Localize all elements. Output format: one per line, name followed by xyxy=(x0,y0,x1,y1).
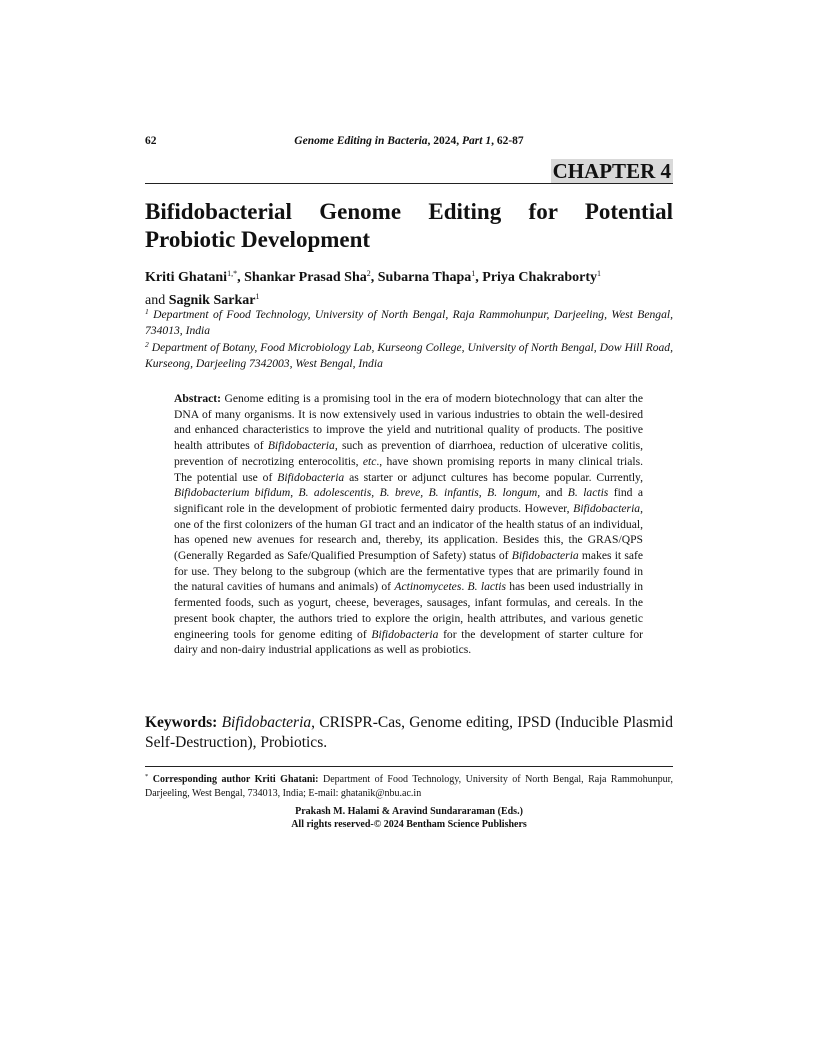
chapter-rule xyxy=(145,183,673,184)
author-name: Sagnik Sarkar xyxy=(168,293,256,308)
header-year: , 2024, xyxy=(427,135,463,147)
footnote-label: Corresponding author Kriti Ghatani: xyxy=(152,774,319,785)
author-affil-mark: 1 xyxy=(255,292,260,301)
author-and: and xyxy=(145,293,166,308)
editors: Prakash M. Halami & Aravind Sundararaman (Eds.) xyxy=(295,806,523,817)
header-pages: , 62-87 xyxy=(491,135,524,147)
author-name: Priya Chakraborty xyxy=(482,270,597,285)
affiliation: $^2$ Department of Botany, Food Microbiology Lab, Kurseong College, University of North Bengal, Dow Hill Road, Kurseong, Darjeeling 7342003, West Bengal, India xyxy=(145,340,673,370)
author-affil-mark: 1 xyxy=(596,269,601,278)
author-name: Kriti Ghatani xyxy=(145,270,228,285)
keywords: Keywords: Bifidobacteria, CRISPR-Cas, Genome editing, IPSD (Inducible Plasmid Self-Destruction), Probiotics. xyxy=(145,714,673,751)
running-header xyxy=(145,135,673,147)
book-title: Genome Editing in Bacteria xyxy=(294,135,428,147)
author-affil-mark: 1,* xyxy=(227,269,238,278)
page-number: 62 xyxy=(145,135,157,147)
chapter-title xyxy=(145,198,673,254)
title-line-2: Probiotic Development xyxy=(145,227,371,252)
keywords-label: Keywords: xyxy=(145,714,218,731)
author-name: Subarna Thapa xyxy=(377,270,472,285)
author-list: Kriti Ghatani$^{1,*}$, Shankar Prasad Sha$^2$, Subarna Thapa$^1$, Priya Chakraborty$^1$ and Sagnik Sarkar$^1$ xyxy=(145,269,601,308)
footnote: * Corresponding author Kriti Ghatani: Department of Food Technology, University of North Bengal, Raja Rammohunpur, Darjeeling, West Bengal, 734013, India; E-mail: ghatanik@nbu.ac.in xyxy=(145,773,674,799)
header-part: Part 1 xyxy=(462,135,492,147)
abstract: Abstract: Genome editing is a promising tool in the era of modern biotechnology that can alter the DNA of many organisms. It is now extensively used in various industries to obtain the well-desired and enhanced characteristics to improve the yield and nutritional quality of products. The positive health attributes of Bifidobacteria, such as prevention of diarrhoea, reduction of ulcerative colitis, prevention of necrotizing enterocolitis, etc., have shown promising reports in many clinical trials. The potential use of Bifidobacteria as starter or adjunct cultures has become popular. Currently, Bifidobacterium bifidum, B. adolescentis, B. breve, B. infantis, B. longum, and B. lactis find a significant role in the development of probiotic fermented dairy products. However, Bifidobacteria, one of the first colonizers of the human GI tract and an indicator of the health status of an individual, has opened new avenues for research and, thereby, its application. Besides this, the GRAS/QPS (Generally Regarded as Safe/Qualified Presumption of Safety) status of Bifidobacteria makes it safe for use. They belong to the subgroup (which are the fermentative types that are primarily found in the natural cavities of humans and animals) of Actinomycetes. B. lactis has been used industrially in fermented foods, such as yogurt, cheese, beverages, sausages, infant formulas, and cereals. In the present book chapter, the authors tried to explore the origin, health attributes, and various genetic engineering tools for genome editing of Bifidobacteria for the development of starter culture for dairy and non-dairy industrial applications as well as probiotics. xyxy=(174,392,644,657)
title-line-1: Bifidobacterial Genome Editing for Potential xyxy=(145,199,673,224)
author-affil-mark: 1 xyxy=(471,269,476,278)
copyright: All rights reserved-© 2024 Bentham Science Publishers xyxy=(291,819,527,830)
footnote-rule xyxy=(145,766,673,767)
author-affil-mark: 2 xyxy=(366,269,371,278)
chapter-label: CHAPTER 4 xyxy=(552,159,671,183)
publisher-info xyxy=(145,805,673,831)
author-name: Shankar Prasad Sha xyxy=(244,270,367,285)
abstract-label: Abstract: xyxy=(174,392,222,405)
affiliation: $^1$ Department of Food Technology, University of North Bengal, Raja Rammohunpur, Darjeeling, West Bengal, 734013, India xyxy=(145,307,673,337)
